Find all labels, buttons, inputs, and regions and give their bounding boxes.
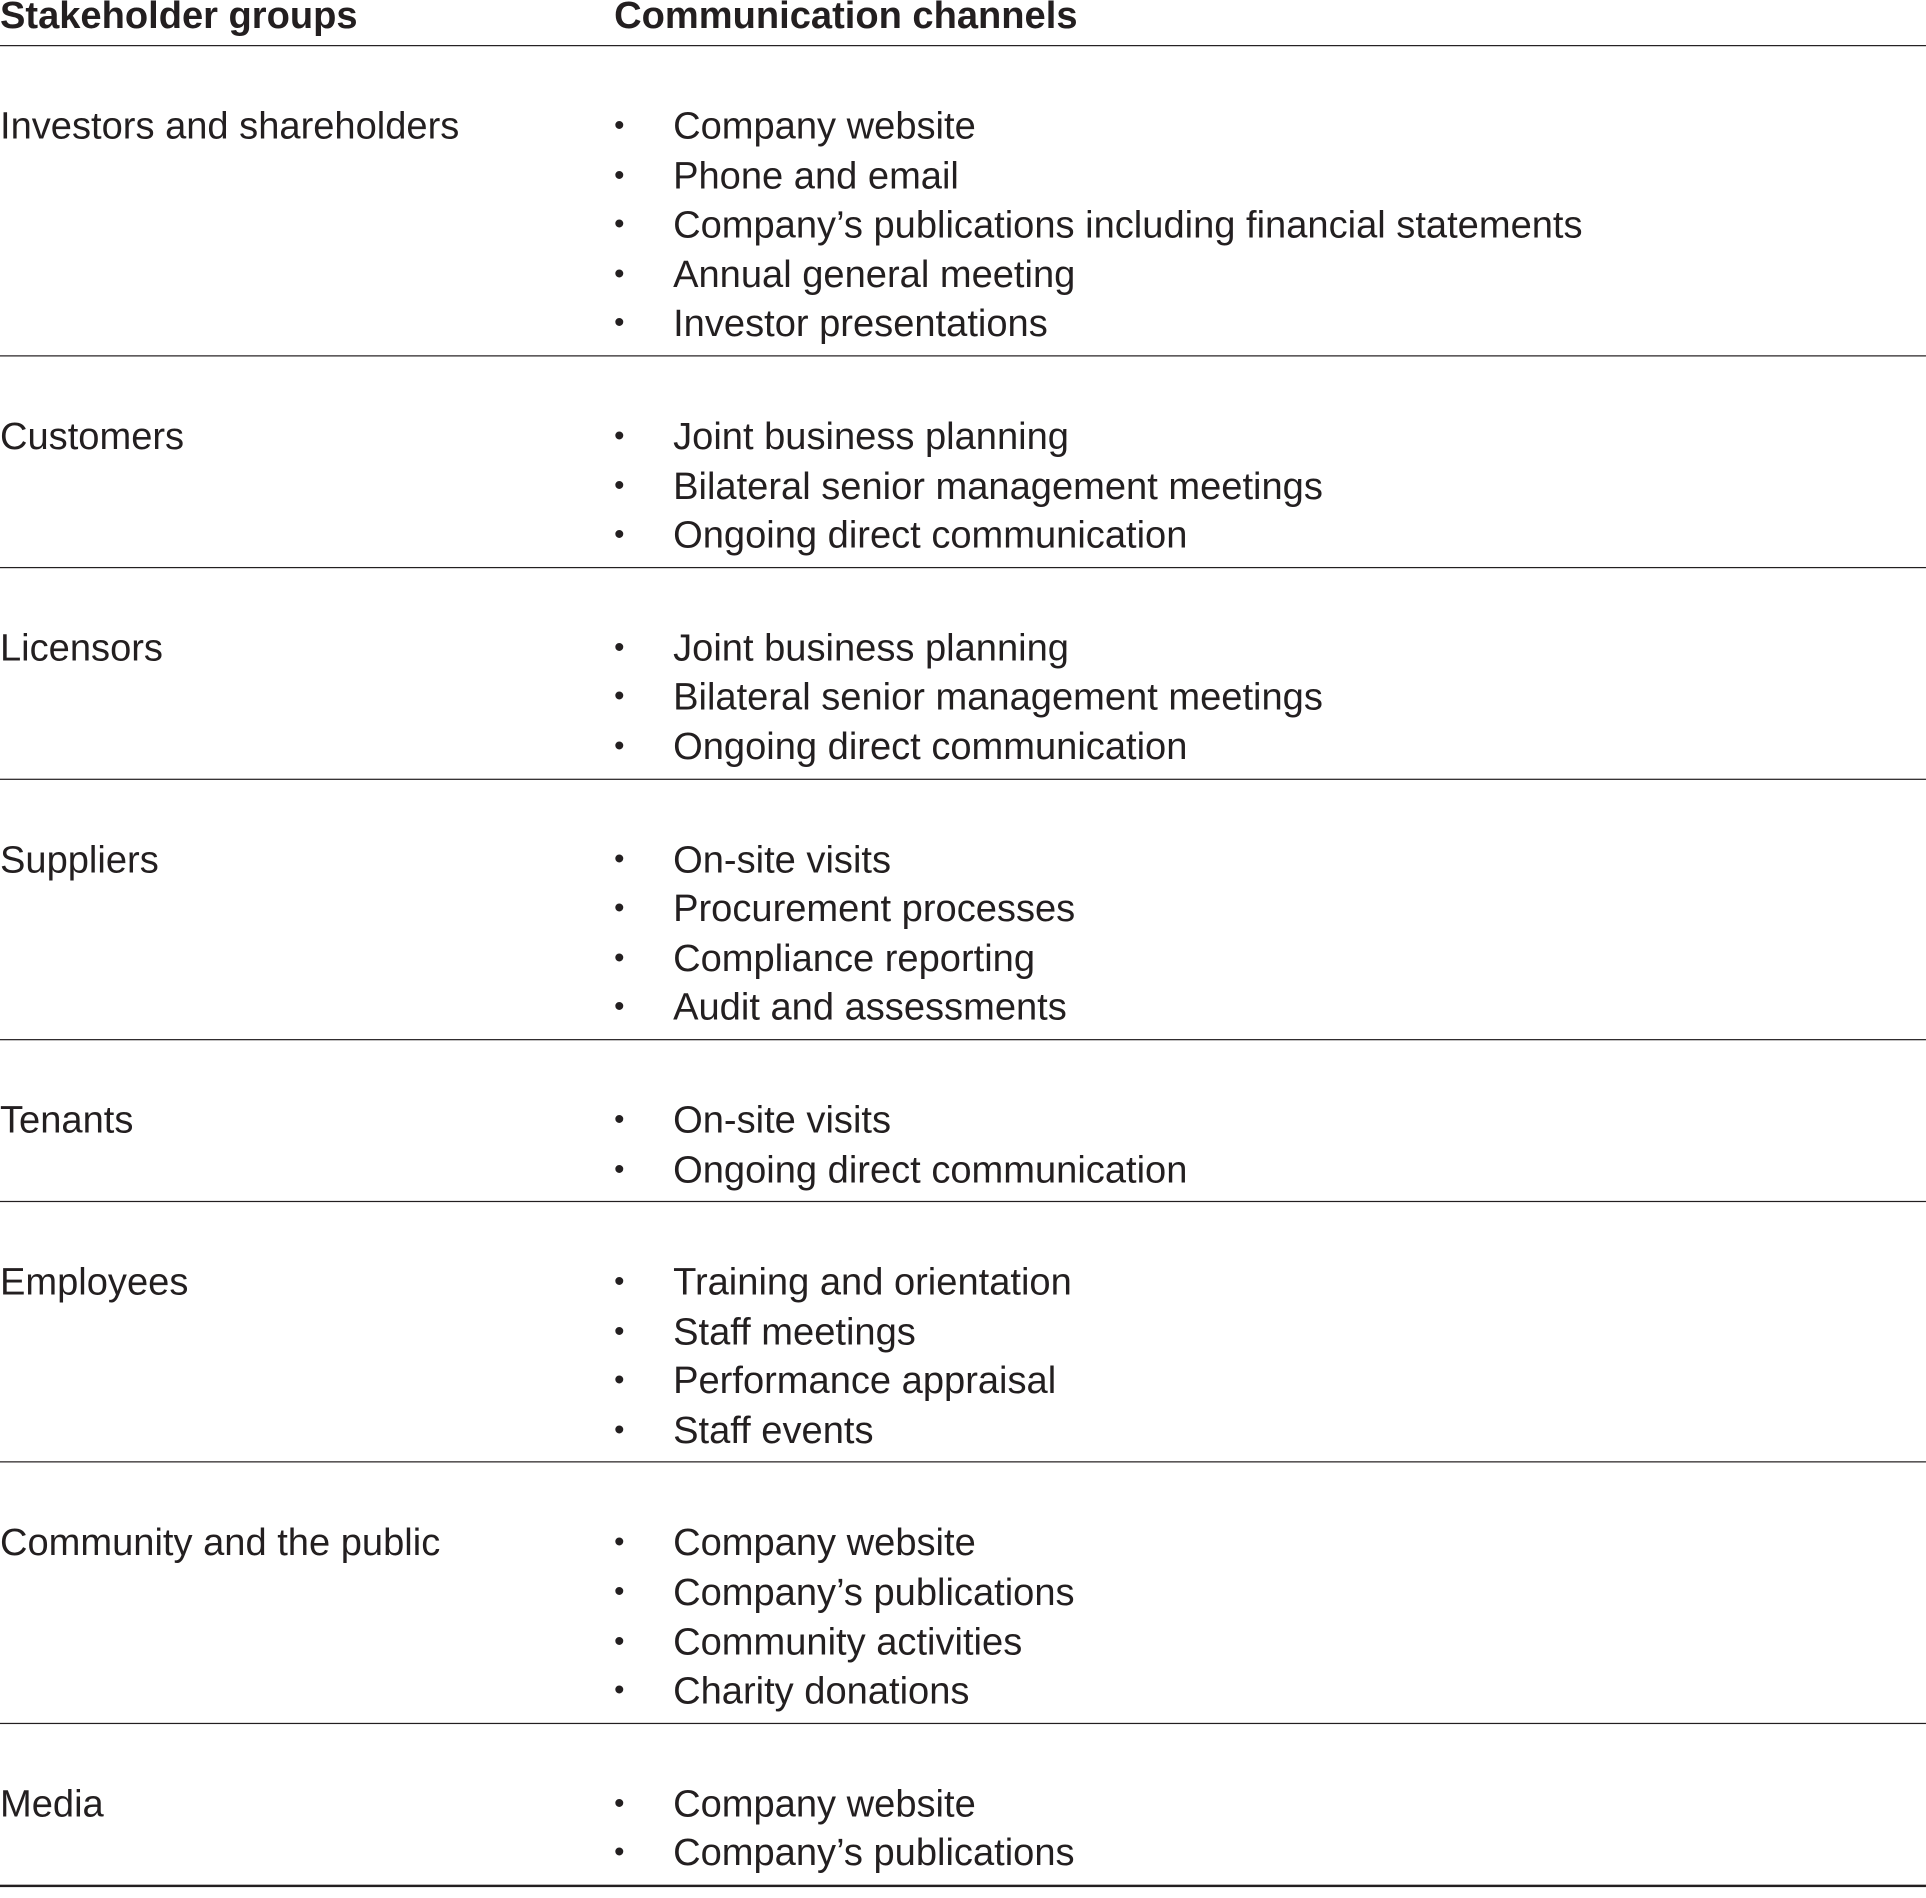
channel-text: Community activities — [673, 1620, 1023, 1663]
channel-item — [614, 1618, 1926, 1667]
channel-text: Bilateral senior management meetings — [673, 675, 1323, 719]
bullet-icon: • — [614, 1103, 625, 1137]
channel-item — [614, 835, 1926, 884]
channel-text: Investor presentations — [673, 302, 1048, 345]
channel-item — [614, 1258, 1926, 1307]
bullet-icon: • — [614, 1413, 625, 1447]
channel-text: Company website — [673, 1521, 976, 1565]
channel-item — [614, 1357, 1926, 1406]
table-row — [0, 1202, 1926, 1463]
bullet-icon: • — [614, 518, 625, 552]
bullet-icon: • — [614, 1575, 625, 1609]
channel-item — [614, 723, 1926, 772]
channel-item — [614, 412, 1926, 461]
channel-list — [614, 102, 1926, 349]
channel-item — [614, 1146, 1926, 1195]
channel-item — [614, 1406, 1926, 1455]
header-stakeholder-groups: Stakeholder groups — [0, 0, 358, 37]
bullet-icon: • — [614, 1265, 625, 1299]
bullet-icon: • — [614, 257, 625, 291]
channel-text: Company’s publications — [673, 1831, 1075, 1875]
bullet-icon: • — [614, 419, 625, 453]
channel-text: Phone and email — [673, 154, 959, 197]
stakeholder-group-label: Community and the public — [0, 1521, 441, 1565]
channel-item — [614, 462, 1926, 511]
channel-text: Ongoing direct communication — [673, 1147, 1188, 1191]
channel-item — [614, 300, 1926, 349]
bullet-icon: • — [614, 1625, 625, 1658]
channel-list — [614, 1780, 1926, 1879]
channel-text: Audit and assessments — [673, 985, 1067, 1029]
channel-item — [614, 1829, 1926, 1878]
channel-text: Company website — [673, 104, 976, 148]
table-row — [0, 46, 1926, 356]
channel-list — [614, 1258, 1926, 1456]
channel-text: Bilateral senior management meetings — [673, 464, 1323, 507]
channel-list — [614, 412, 1926, 560]
bullet-icon: • — [614, 307, 625, 340]
bullet-icon: • — [614, 1526, 625, 1560]
channel-text: Ongoing direct communication — [673, 725, 1188, 768]
bullet-icon: • — [614, 1152, 625, 1186]
channel-text: Annual general meeting — [673, 252, 1076, 296]
channel-item — [614, 1519, 1926, 1568]
channel-text: Performance appraisal — [673, 1359, 1057, 1402]
bullet-icon: • — [614, 1787, 625, 1820]
channel-list — [614, 835, 1926, 1033]
table-row — [0, 1040, 1926, 1202]
bullet-icon: • — [614, 990, 625, 1024]
table-row — [0, 356, 1926, 567]
table-body — [0, 46, 1926, 1887]
stakeholder-group-label: Investors and shareholders — [0, 104, 460, 148]
bullet-icon: • — [614, 469, 625, 502]
channel-list — [614, 624, 1926, 772]
stakeholder-group-label: Media — [0, 1782, 104, 1825]
bullet-icon: • — [614, 631, 625, 665]
channel-item — [614, 250, 1926, 299]
channel-item — [614, 1308, 1926, 1357]
channel-item — [614, 983, 1926, 1032]
channel-item — [614, 201, 1926, 250]
channel-text: Procurement processes — [673, 887, 1076, 930]
bullet-icon: • — [614, 1314, 625, 1348]
bullet-icon: • — [614, 941, 625, 975]
channel-text: Company’s publications — [673, 1570, 1075, 1614]
bullet-icon: • — [614, 680, 625, 714]
stakeholder-group-label: Tenants — [0, 1098, 134, 1142]
table-row — [0, 779, 1926, 1040]
channel-text: Joint business planning — [673, 414, 1069, 458]
stakeholder-group-label: Licensors — [0, 626, 163, 669]
channel-item — [614, 1667, 1926, 1716]
table-row — [0, 568, 1926, 779]
bullet-icon: • — [614, 158, 625, 192]
channel-text: Charity donations — [673, 1669, 970, 1713]
bullet-icon: • — [614, 729, 625, 763]
channel-text: Company’s publications including financial statements — [673, 203, 1583, 247]
channel-item — [614, 1780, 1926, 1829]
channel-item — [614, 102, 1926, 151]
bullet-icon: • — [614, 891, 625, 925]
channel-text: Ongoing direct communication — [673, 513, 1188, 557]
channel-text: Training and orientation — [673, 1260, 1072, 1304]
bullet-icon: • — [614, 1364, 625, 1398]
channel-text: Staff events — [673, 1408, 874, 1452]
channel-item — [614, 624, 1926, 673]
channel-item — [614, 1568, 1926, 1617]
table-row — [0, 1724, 1926, 1887]
channel-list — [614, 1096, 1926, 1195]
table-header — [0, 0, 1926, 46]
channel-list — [614, 1519, 1926, 1717]
channel-item — [614, 511, 1926, 560]
table-row — [0, 1463, 1926, 1724]
channel-text: On-site visits — [673, 1098, 892, 1142]
channel-item — [614, 885, 1926, 934]
channel-text: Joint business planning — [673, 626, 1069, 669]
bullet-icon: • — [614, 109, 625, 143]
channel-item — [614, 934, 1926, 983]
channel-text: Compliance reporting — [673, 936, 1036, 980]
stakeholder-group-label: Employees — [0, 1260, 189, 1304]
header-communication-channels: Communication channels — [614, 0, 1078, 37]
bullet-icon: • — [614, 842, 625, 876]
stakeholder-group-label: Suppliers — [0, 837, 159, 881]
bullet-icon: • — [614, 208, 625, 242]
channel-item — [614, 152, 1926, 201]
channel-item — [614, 673, 1926, 722]
stakeholder-group-label: Customers — [0, 414, 185, 458]
bullet-icon: • — [614, 1836, 625, 1870]
bullet-icon: • — [614, 1674, 625, 1708]
channel-item — [614, 1096, 1926, 1145]
channel-text: On-site visits — [673, 837, 892, 881]
channel-text: Company website — [673, 1782, 976, 1825]
channel-text: Staff meetings — [673, 1310, 916, 1353]
